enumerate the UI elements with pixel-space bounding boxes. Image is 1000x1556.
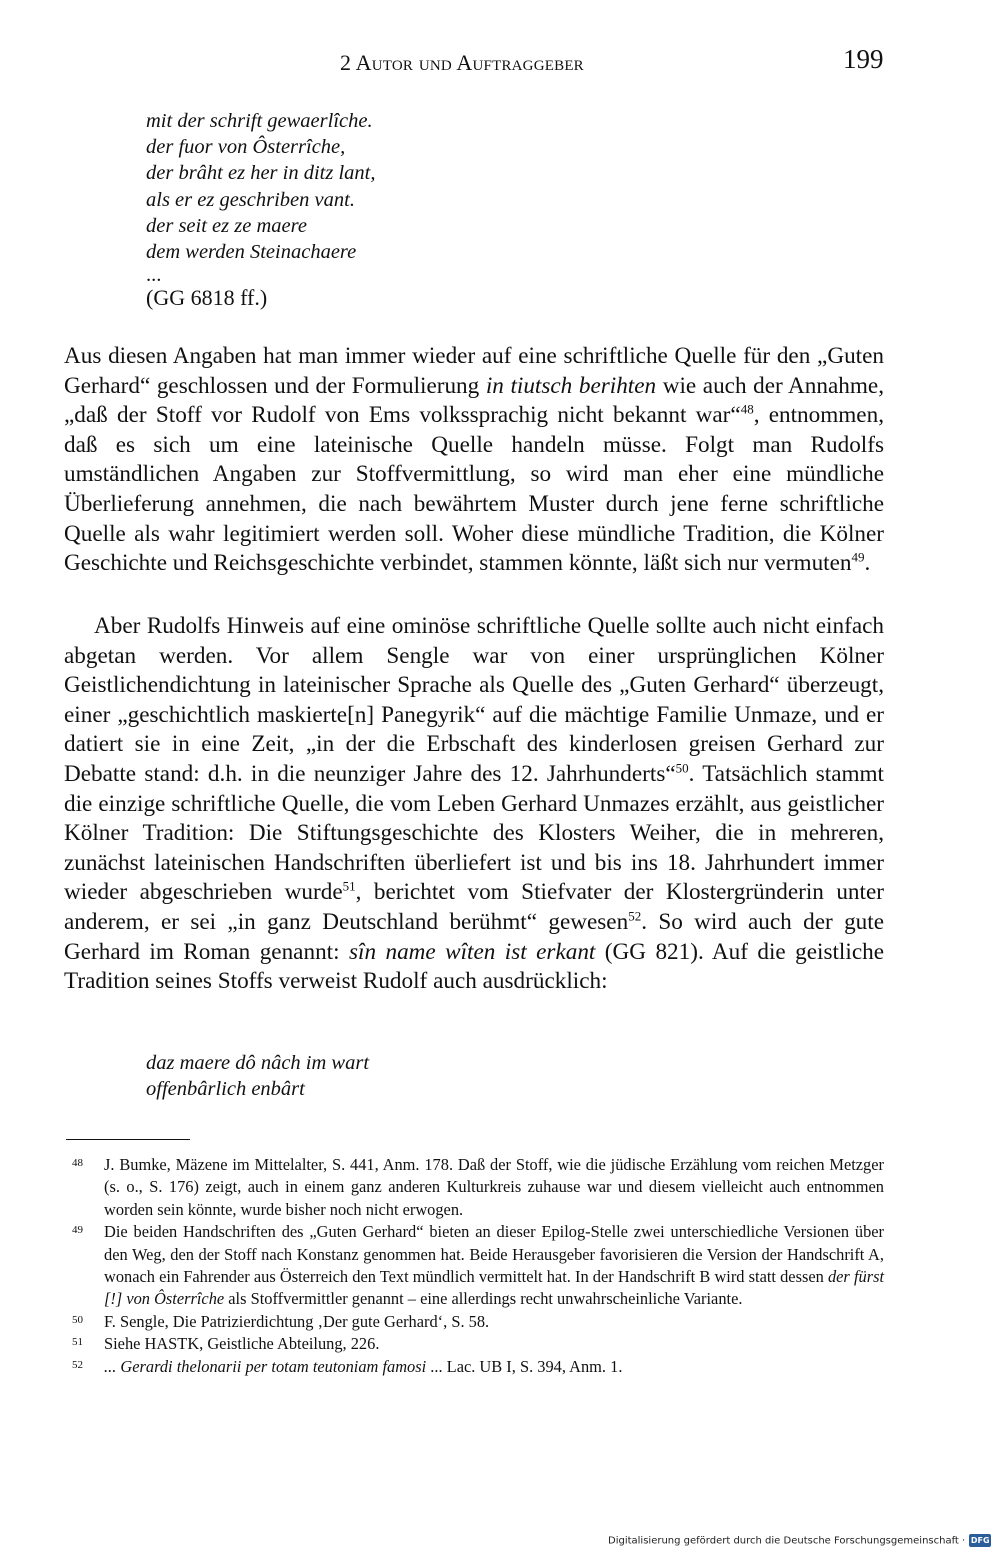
verse-line: dem werden Steinachaere	[146, 241, 357, 264]
footnote-text: Siehe HASTK, Geistliche Abteilung, 226.	[104, 1334, 380, 1354]
footnote-ref-49[interactable]: 49	[851, 549, 865, 565]
verse-line: der fuor von Ôsterrîche,	[146, 136, 346, 159]
text-run: (GG 821). Auf die geistliche Tradition seines Stoffs verweist Rudolf auch ausdrücklich:	[64, 938, 884, 995]
footnote-48	[64, 1154, 884, 1221]
text-run: . Tatsächlich stammt die einzige schriftliche Quelle, die vom Leben Gerhard Unmazes erzählt, aus geistlicher Kölner Tradition: Die Stiftungsgeschichte des Klosters Weiher, die in mehreren, zunächst lateinischen Handschriften überliefert ist und bis ins 18. Jahrhundert immer wieder abgeschrieben wurde	[64, 760, 885, 906]
footnote-ref-48[interactable]: 48	[740, 401, 754, 417]
verse-citation: (GG 6818 ff.)	[146, 285, 268, 311]
footnote-number: 51	[72, 1336, 83, 1349]
footnote-number: 50	[72, 1313, 83, 1326]
body-paragraph-1	[64, 342, 884, 579]
text-run: .	[864, 550, 871, 577]
footnote-49	[64, 1221, 884, 1311]
footnote-ref-50[interactable]: 50	[675, 760, 689, 776]
dfg-logo-icon: DFG	[970, 1536, 990, 1545]
text-run: wie auch der Annahme, „daß der Stoff vor Rudolf von Ems volkssprachig nicht bekannt war“	[64, 372, 884, 429]
footnote-italic: der fürst [!] von Ôsterrîche	[104, 1267, 885, 1309]
footnote-number: 49	[72, 1224, 83, 1237]
italic-quote: sîn name wîten ist erkant	[348, 938, 596, 965]
verse-line: der brâht ez her in ditz lant,	[146, 162, 376, 185]
footnote-52	[64, 1356, 884, 1378]
text-run: Aber Rudolfs Hinweis auf eine ominöse schriftliche Quelle sollte auch nicht einfach abgetan werden. Vor allem Sengle war von einer ursprünglichen Kölner Geistlichendichtung in lateinischer Sprache als Quelle des „Guten Gerhard“ überzeugt, einer „geschichtlich maskierte[n] Panegyrik“ auf die mächtige Familie Unmaze, und er datiert sie in eine Zeit, „in der die Erbschaft des kinderlosen greisen Gerhard zur Debatte stand: d.h. in die neunziger Jahre des 12. Jahrhunderts“	[64, 613, 884, 787]
verse-ellipsis: ...	[146, 264, 162, 287]
text-run: . So wird auch der gute Gerhard im Roman genannt:	[64, 908, 884, 965]
verse-quote-2	[146, 1050, 369, 1102]
footnote-ref-52[interactable]: 52	[628, 908, 642, 924]
footnote-number: 48	[72, 1157, 83, 1169]
footer-text: Digitalisierung gefördert durch die Deutsche Forschungsgemeinschaft ·	[608, 1535, 966, 1547]
italic-quote: in tiutsch berihten	[485, 372, 657, 399]
footnote-text: als Stoffvermittler genannt – eine allerdings recht unwahrscheinliche Variante.	[224, 1289, 743, 1309]
text-run: , berichtet vom Stiefvater der Klostergründerin unter anderem, er sei „in ganz Deutschland berühmt“ gewesen	[64, 879, 884, 935]
digitization-footer	[608, 1534, 991, 1547]
body-paragraph-2	[64, 612, 884, 997]
footnote-text: Die beiden Handschriften des „Guten Gerhard“ bieten an dieser Epilog-Stelle zwei unterschiedliche Versionen über den Weg, den der Stoff nach Konstanz genommen hat. Beide Herausgeber favorisieren die Version der Handschrift A, wonach ein Fahrender aus Österreich den Text mündlich vermittelt hat. In der Handschrift B wird statt dessen	[104, 1222, 884, 1287]
verse-line: offenbârlich enbârt	[146, 1078, 305, 1101]
footnote-51	[64, 1333, 884, 1355]
text-run: , entnommen, daß es sich um eine lateinische Quelle handeln müsse. Folgt man Rudolfs umständlichen Angaben zur Stoffvermittlung, so wird man eher eine mündliche Überlieferung annehmen, die nach bewährtem Muster durch jene ferne schriftliche Quelle als wahr legitimiert werden soll. Woher diese mündliche Tradition, die Kölner Geschichte und Reichsgeschichte verbindet, stammen könnte, läßt sich nur vermuten	[64, 402, 884, 577]
footnote-number: 52	[72, 1358, 83, 1371]
footnotes	[64, 1154, 884, 1378]
verse-line: als er ez geschriben vant.	[146, 188, 355, 211]
verse-line: mit der schrift gewaerlîche.	[146, 110, 373, 132]
verse-line: daz maere dô nâch im wart	[146, 1052, 370, 1074]
footnote-text: ... Lac. UB I, S. 394, Anm. 1.	[426, 1356, 623, 1376]
footnote-50	[64, 1311, 884, 1333]
footnote-ref-51[interactable]: 51	[342, 878, 356, 894]
page-header	[0, 44, 1000, 80]
page-number: 199	[843, 44, 884, 74]
footnote-divider	[66, 1139, 190, 1140]
running-title: 2 Autor und Auftraggeber	[340, 50, 584, 75]
footnote-text: F. Sengle, Die Patrizierdichtung ‚Der gute Gerhard‘, S. 58.	[104, 1311, 490, 1331]
footnote-italic: ... Gerardi thelonarii per totam teutoniam famosi	[104, 1356, 427, 1376]
verse-quote-1	[146, 108, 375, 311]
footnote-text: J. Bumke, Mäzene im Mittelalter, S. 441, Anm. 178. Daß der Stoff, wie die jüdische Erzählung vom reichen Metzger (s. o., S. 176) zeigt, auch in einem ganz anderen Kulturkreis zuhause war und diesem vielleicht auch entnommen worden sein könnte, wurde bisher noch nicht erwogen.	[104, 1155, 884, 1219]
verse-line: der seit ez ze maere	[146, 214, 307, 237]
text-run: Aus diesen Angaben hat man immer wieder auf eine schriftliche Quelle für den „Guten Gerhard“ geschlossen und der Formulierung	[64, 343, 884, 399]
